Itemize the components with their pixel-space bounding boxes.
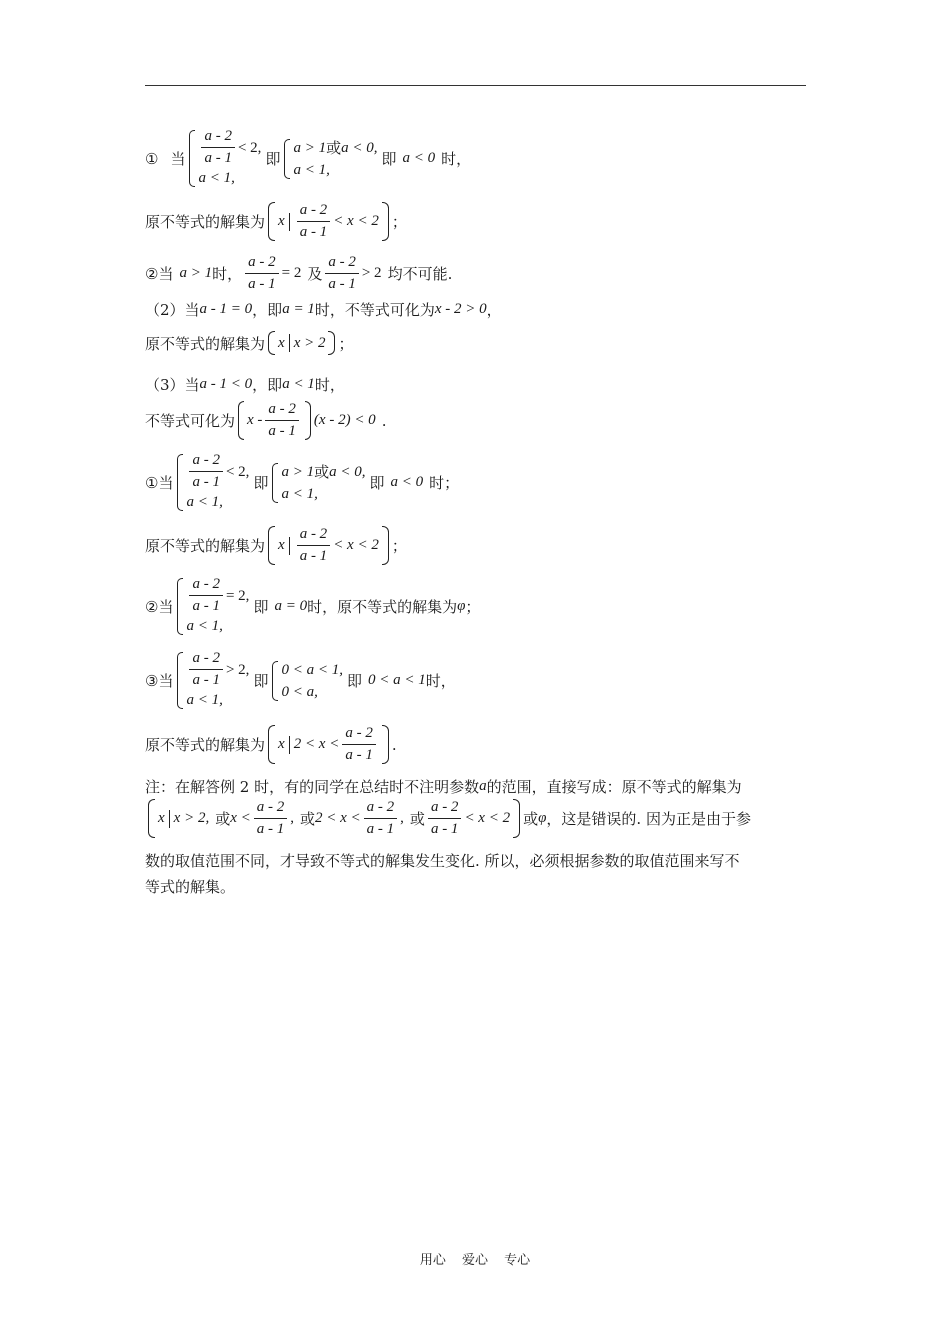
subcase-1-line: ① 当 $\frac{a - 2}{a - 1}$ < 2, a < 1, 即 a > 1 或 a < 0, a < 1, 即 a < 0 时； <box>145 452 459 513</box>
solution-set-line-2: 原不等式的解集为 x x > 2 ； <box>145 331 353 355</box>
fraction: $\frac{a - 2}{a - 1}$ <box>189 650 223 689</box>
condition-system: $\frac{a - 2}{a - 1}$ < 2, a < 1, <box>189 128 261 189</box>
note-line-1: 注：在解答例 2 时，有的同学在总结时不注明参数 a 的范围，直接写成：原不等式的解集为 <box>145 778 742 796</box>
solution-set-line-1: 原不等式的解集为 x $\frac{a - 2}{a - 1}$ < x < 2 ； <box>145 202 407 240</box>
case-1-line: ① 当 $\frac{a - 2}{a - 1}$ < 2, a < 1, 即 a > 1 或 a < 0, a < 1, 即 a < 0 时， <box>145 128 471 189</box>
case-eq-line: （2）当 a - 1 = 0 ，即 a = 1 时，不等式可化为 x - 2 > 0 ， <box>145 301 502 319</box>
fraction: $\frac{a - 2}{a - 1}$ <box>364 799 398 838</box>
case-lt-line: （3）当 a - 1 < 0 ，即 a < 1 时， <box>145 376 345 394</box>
fraction: $\frac{a - 2}{a - 1}$ <box>297 526 331 565</box>
solution-set: x $\frac{a - 2}{a - 1}$ < x < 2 <box>268 202 389 241</box>
inequality-line: 不等式可化为 x - $\frac{a - 2}{a - 1}$ (x - 2) < 0 . <box>145 401 387 439</box>
dang-label: 当 <box>170 150 186 168</box>
fraction: $\frac{a - 2}{a - 1}$ <box>189 452 223 491</box>
solution-set-line-3: 原不等式的解集为 x $\frac{a - 2}{a - 1}$ < x < 2 ； <box>145 526 407 564</box>
note-line-2: 数的取值范围不同，才导致不等式的解集发生变化. 所以，必须根据参数的取值范围来写不 <box>145 852 740 870</box>
equivalent-system: a > 1 或 a < 0, a < 1, <box>284 137 377 181</box>
fraction: $\frac{a - 2}{a - 1}$ <box>201 128 235 167</box>
solution-set: x x > 2 <box>268 331 335 355</box>
fraction: $\frac{a - 2}{a - 1}$ <box>428 799 462 838</box>
circled-one: ① <box>145 149 159 168</box>
fraction: $\frac{a - 2}{a - 1}$ <box>265 401 299 440</box>
fraction: $\frac{a - 2}{a - 1}$ <box>189 576 223 615</box>
fraction: $\frac{a - 2}{a - 1}$ <box>325 254 359 293</box>
fraction: $\frac{a - 2}{a - 1}$ <box>245 254 279 293</box>
solution-set-line-4: 原不等式的解集为 x 2 < x < $\frac{a - 2}{a - 1}$ . <box>145 725 397 763</box>
fraction: $\frac{a - 2}{a - 1}$ <box>342 725 376 764</box>
note-line-3: 等式的解集。 <box>145 878 236 896</box>
header-rule <box>145 85 806 86</box>
fraction: $\frac{a - 2}{a - 1}$ <box>254 799 288 838</box>
page-footer: 用心 爱心 专心 <box>419 1253 531 1268</box>
case-2-line: ② 当 a > 1 时， $\frac{a - 2}{a - 1}$ = 2 及 $\frac{a - 2}{a - 1}$ > 2 均不可能. <box>145 254 453 292</box>
subcase-2-line: ② 当 $\frac{a - 2}{a - 1}$ = 2, a < 1, 即 a = 0 时，原不等式的解集为 φ ； <box>145 576 480 637</box>
wrong-answer-line: x x > 2, 或 x < $\frac{a - 2}{a - 1}$ , 或 2 < x < $\frac{a - 2}{a - 1}$ , 或 $\frac{a - 2}{a - 1}$ < x < 2 或 φ ，这是错误的. 因为正是由于参 <box>145 799 751 838</box>
subcase-3-line: ③ 当 $\frac{a - 2}{a - 1}$ > 2, a < 1, 即 0 < a < 1, 0 < a, 即 0 < a < 1 时， <box>145 650 456 711</box>
fraction: $\frac{a - 2}{a - 1}$ <box>297 202 331 241</box>
